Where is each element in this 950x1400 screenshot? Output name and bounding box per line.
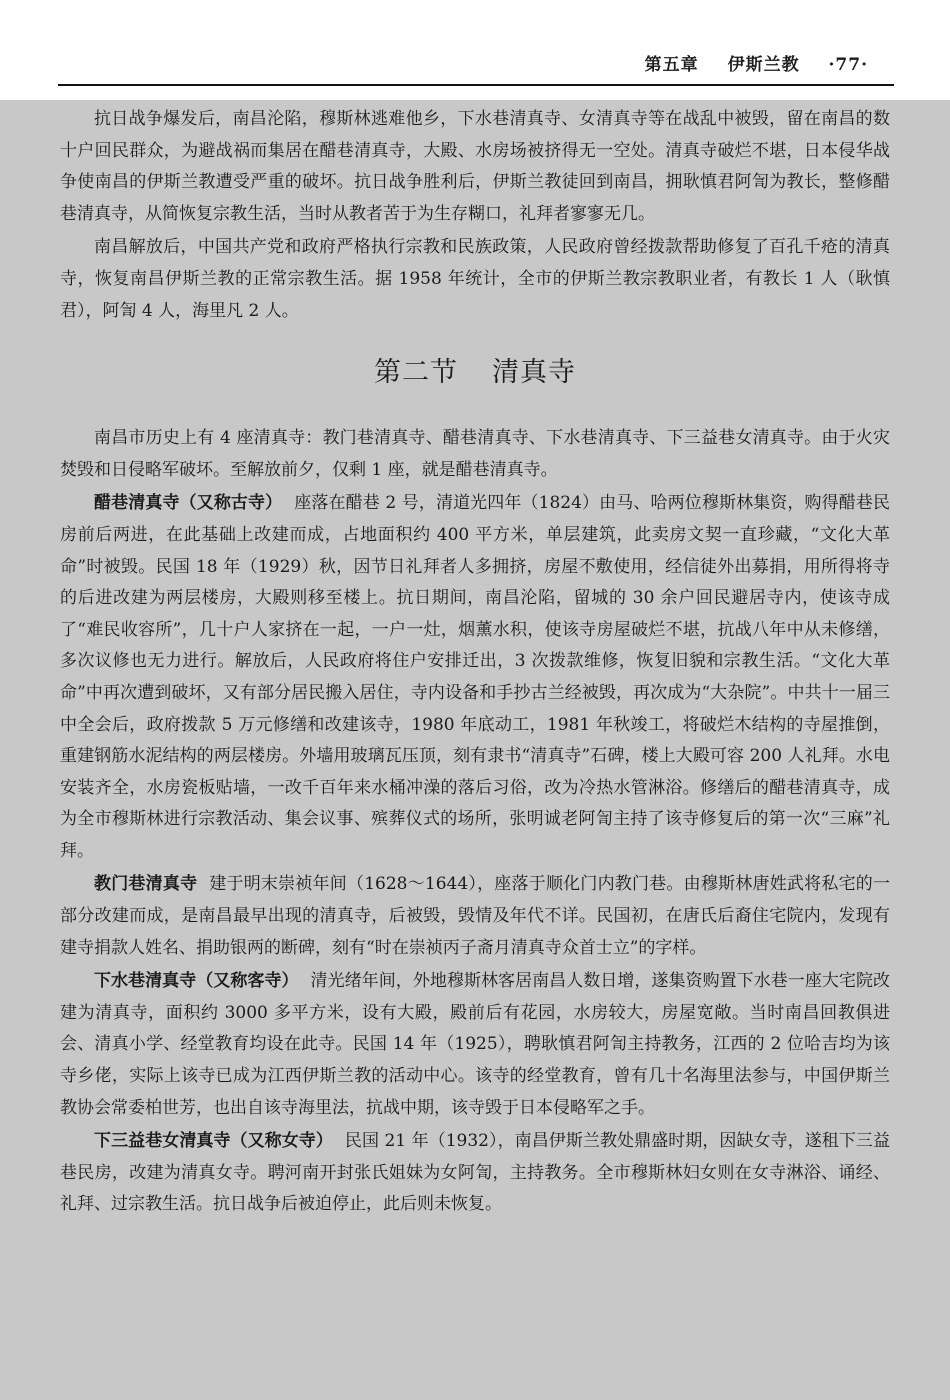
page-number: ·77· <box>828 55 868 75</box>
page-body <box>60 104 890 1221</box>
paragraph-liberation: 南昌解放后，中国共产党和政府严格执行宗教和民族政策，人民政府曾经拨款帮助修复了百孔千疮的清真寺，恢复南昌伊斯兰教的正常宗教生活。据 1958 年统计，全市的伊斯兰教宗教职业者，有教长 1 人（耿慎君），阿訇 4 人，海里凡 2 人。 <box>60 237 890 321</box>
chapter-label: 第五章 <box>644 55 699 75</box>
mosque-description: 清光绪年间，外地穆斯林客居南昌人数日增，遂集资购置下水巷一座大宅院改建为清真寺，面积约 3000 多平方米，设有大殿，殿前后有花园，水房较大，房屋宽敞。当时南昌回教俱进会、清真小学、经堂教育均设在此寺。民国 14 年（1925），聘耿慎君阿訇主持教务，江西的 2 位哈吉均为该寺乡佬，实际上该寺已成为江西伊斯兰教的活动中心。该寺的经堂教育，曾有几十名海里法参与，中国伊斯兰教协会常委柏世芳，也出自该寺海里法，抗战中期，该寺毁于日本侵略军之手。 <box>60 971 891 1118</box>
mosque-name: 下三益巷女清真寺（又称女寺） <box>94 1131 333 1152</box>
section-number: 第二节 <box>374 357 458 389</box>
paragraph-intro: 南昌市历史上有 4 座清真寺：教门巷清真寺、醋巷清真寺、下水巷清真寺、下三益巷女清真寺。由于火灾焚毁和日侵略军破坏。至解放前夕，仅剩 1 座，就是醋巷清真寺。 <box>60 428 890 480</box>
subject-label: 伊斯兰教 <box>727 55 800 75</box>
mosque-entry <box>60 488 890 867</box>
mosque-description: 民国 21 年（1932），南昌伊斯兰教处鼎盛时期，因缺女寺，遂租下三益巷民房，改建为清真女寺。聘河南开封张氏姐妹为女阿訇，主持教务。全市穆斯林妇女则在女寺淋浴、诵经、礼拜、过宗教生活。抗日战争后被迫停止，此后则未恢复。 <box>60 1131 890 1215</box>
section-title: 清真寺 <box>492 357 576 389</box>
section-heading <box>60 353 890 393</box>
mosque-entry <box>60 966 890 1124</box>
mosque-name: 醋巷清真寺（又称古寺） <box>94 493 283 514</box>
mosque-entry <box>60 1126 890 1221</box>
mosque-description: 建于明末崇祯年间（1628～1644），座落于顺化门内教门巷。由穆斯林唐姓武将私宅的一部分改建而成，是南昌最早出现的清真寺，后被毁，毁情及年代不详。民国初，在唐氏后裔住宅院内，发现有建寺捐款人姓名、捐助银两的断碑，刻有“时在崇祯丙子斋月清真寺众首士立”的字样。 <box>60 874 890 958</box>
mosque-name: 教门巷清真寺 <box>94 874 198 895</box>
paragraph-war-damage: 抗日战争爆发后，南昌沦陷，穆斯林逃难他乡，下水巷清真寺、女清真寺等在战乱中被毁，留在南昌的数十户回民群众，为避战祸而集居在醋巷清真寺，大殿、水房场被挤得无一空处。清真寺破烂不堪，日本侵华战争使南昌的伊斯兰教遭受严重的破坏。抗日战争胜利后，伊斯兰教徒回到南昌，拥耿慎君阿訇为教长，整修醋巷清真寺，从简恢复宗教生活，当时从教者苦于为生存糊口，礼拜者寥寥无几。 <box>60 109 890 224</box>
running-head <box>645 50 868 75</box>
mosque-entry <box>60 869 890 964</box>
mosque-name: 下水巷清真寺（又称客寺） <box>94 971 299 992</box>
header-rule <box>58 84 894 86</box>
mosque-description: 座落在醋巷 2 号，清道光四年（1824）由马、哈两位穆斯林集资，购得醋巷民房前后两进，在此基础上改建而成，占地面积约 400 平方米，单层建筑，此卖房文契一直珍藏，“文化大革命”时被毁。民国 18 年（1929）秋，因节日礼拜者人多拥挤，房屋不敷使用，经信徒外出募捐，用所得将寺的后进改建为两层楼房，大殿则移至楼上。抗日期间，南昌沦陷，留城的 30 余户回民避居寺内，使该寺成了“难民收容所”，几十户人家挤在一起，一户一灶，烟薰水积，使该寺房屋破烂不堪，抗战八年中从未修缮，多次议修也无力进行。解放后，人民政府将住户安排迁出，3 次拨款维修，恢复旧貌和宗教生活。“文化大革命”中再次遭到破坏，又有部分居民搬入居住，寺内设备和手抄古兰经被毁，再次成为“大杂院”。中共十一届三中全会后，政府拨款 5 万元修缮和改建该寺，1980 年底动工，1981 年秋竣工，将破烂木结构的寺屋推倒，重建钢筋水泥结构的两层楼房。外墙用玻璃瓦压顶，刻有隶书“清真寺”石碑，楼上大殿可容 200 人礼拜。水电安装齐全，水房瓷板贴墙，一改千百年来水桶冲澡的落后习俗，改为冷热水管淋浴。修缮后的醋巷清真寺，成为全市穆斯林进行宗教活动、集会议事、殡葬仪式的场所，张明诚老阿訇主持了该寺修复后的第一次“三麻”礼拜。 <box>60 493 890 861</box>
page-header <box>0 0 950 100</box>
